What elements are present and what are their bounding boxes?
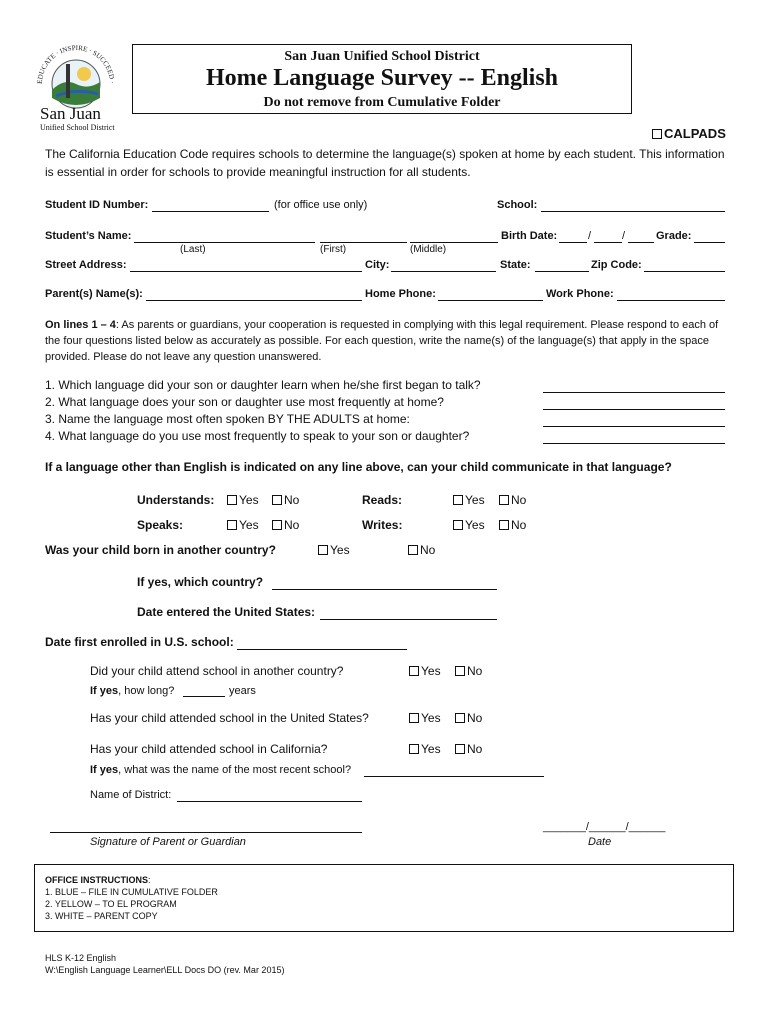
checkbox-icon[interactable] bbox=[272, 520, 282, 530]
recent-school-row: If yes, what was the name of the most recent school? bbox=[90, 764, 352, 776]
birth-year-field[interactable] bbox=[628, 242, 654, 243]
city-field[interactable] bbox=[391, 271, 496, 272]
checkbox-icon[interactable] bbox=[409, 713, 419, 723]
district-name-label: Name of District: bbox=[90, 789, 172, 801]
student-name-label: Student’s Name: bbox=[45, 230, 132, 242]
reads-no[interactable]: No bbox=[499, 493, 526, 507]
question-2: 2. What language does your son or daughter use most frequently at home? bbox=[45, 395, 444, 409]
attended-ca-yes[interactable]: Yes bbox=[409, 742, 441, 756]
birth-month-field[interactable] bbox=[559, 242, 587, 243]
years-label: years bbox=[229, 685, 256, 697]
understands-no[interactable]: No bbox=[272, 493, 299, 507]
district-name-field[interactable] bbox=[177, 801, 362, 802]
office-title: OFFICE INSTRUCTIONS: bbox=[45, 875, 151, 885]
work-phone-label: Work Phone: bbox=[546, 288, 614, 300]
state-label: State: bbox=[500, 259, 531, 271]
checkbox-icon[interactable] bbox=[453, 520, 463, 530]
office-instructions-box bbox=[34, 864, 734, 932]
date-entered-field[interactable] bbox=[320, 619, 497, 620]
checkbox-icon[interactable] bbox=[455, 713, 465, 723]
writes-yes[interactable]: Yes bbox=[453, 518, 485, 532]
instructions-text: On lines 1 – 4: As parents or guardians, your cooperation is requested in complying with this legal requirement. Please respond to each of the four questions listed below as accurately as possible. For each question, write the name(s) of the language(s) that apply in the space provided. Please do not leave any question unanswered. bbox=[45, 319, 719, 363]
checkbox-icon[interactable] bbox=[409, 744, 419, 754]
parents-field[interactable] bbox=[146, 300, 362, 301]
signature-field[interactable] bbox=[50, 832, 362, 833]
office-item-1: 1. BLUE – FILE IN CUMULATIVE FOLDER bbox=[45, 887, 218, 897]
logo-subname: Unified School District bbox=[40, 123, 115, 132]
footer-code: HLS K-12 English bbox=[45, 953, 117, 963]
reads-label: Reads: bbox=[362, 493, 403, 507]
checkbox-icon[interactable] bbox=[408, 545, 418, 555]
slash-1: / bbox=[588, 230, 592, 242]
page-title: Home Language Survey -- English bbox=[205, 65, 559, 91]
writes-label: Writes: bbox=[362, 518, 403, 532]
attended-ca-question: Has your child attended school in California? bbox=[90, 742, 328, 756]
checkbox-icon[interactable] bbox=[453, 495, 463, 505]
which-country-field[interactable] bbox=[272, 589, 497, 590]
checkbox-icon[interactable] bbox=[455, 744, 465, 754]
first-name-field[interactable] bbox=[320, 242, 407, 243]
office-item-2: 2. YELLOW – TO EL PROGRAM bbox=[45, 899, 177, 909]
last-caption: (Last) bbox=[180, 244, 206, 255]
folder-note: Do not remove from Cumulative Folder bbox=[263, 95, 501, 110]
middle-caption: (Middle) bbox=[410, 244, 447, 255]
speaks-yes[interactable]: Yes bbox=[227, 518, 259, 532]
attend-other-no[interactable]: No bbox=[455, 664, 482, 678]
calpads-checkbox[interactable]: CALPADS bbox=[652, 126, 726, 141]
attended-us-yes[interactable]: Yes bbox=[409, 711, 441, 725]
attend-other-question: Did your child attend school in another country? bbox=[90, 664, 344, 678]
checkbox-icon[interactable] bbox=[227, 520, 237, 530]
middle-name-field[interactable] bbox=[410, 242, 498, 243]
checkbox-icon[interactable] bbox=[499, 495, 509, 505]
parents-label: Parent(s) Name(s): bbox=[45, 288, 143, 300]
which-country-label: If yes, which country? bbox=[137, 575, 264, 589]
zip-label: Zip Code: bbox=[591, 259, 642, 271]
state-field[interactable] bbox=[535, 271, 589, 272]
date-entered-label: Date entered the United States: bbox=[137, 605, 316, 619]
question-1: 1. Which language did your son or daughter learn when he/she first began to talk? bbox=[45, 378, 481, 392]
office-item-3: 3. WHITE – PARENT COPY bbox=[45, 911, 158, 921]
zip-field[interactable] bbox=[644, 271, 725, 272]
city-label: City: bbox=[365, 259, 390, 271]
intro-text: The California Education Code requires schools to determine the language(s) spoken at home by each student. This information is essential in order for schools to provide meaningful instruction for all students. bbox=[45, 147, 725, 179]
student-id-label: Student ID Number: bbox=[45, 199, 149, 211]
district-name: San Juan Unified School District bbox=[284, 49, 480, 64]
birth-date-label: Birth Date: bbox=[501, 230, 558, 242]
first-caption: (First) bbox=[320, 244, 347, 255]
date-field[interactable]: _______/______/______ bbox=[543, 821, 666, 833]
how-long-field[interactable] bbox=[183, 696, 225, 697]
home-phone-field[interactable] bbox=[438, 300, 543, 301]
office-use-note: (for office use only) bbox=[274, 199, 368, 211]
svg-text:EDUCATE · INSPIRE · SUCCEED ·: EDUCATE · INSPIRE · SUCCEED · bbox=[35, 43, 117, 85]
school-field[interactable] bbox=[541, 211, 725, 212]
street-label: Street Address: bbox=[45, 259, 127, 271]
recent-school-field[interactable] bbox=[364, 776, 544, 777]
birth-day-field[interactable] bbox=[594, 242, 622, 243]
answer-1-field[interactable] bbox=[543, 392, 725, 393]
answer-3-field[interactable] bbox=[543, 426, 725, 427]
date-label: Date bbox=[588, 836, 612, 848]
checkbox-icon[interactable] bbox=[409, 666, 419, 676]
checkbox-icon[interactable] bbox=[652, 129, 662, 139]
header-box bbox=[132, 44, 632, 114]
question-3: 3. Name the language most often spoken BY THE ADULTS at home: bbox=[45, 412, 410, 426]
answer-4-field[interactable] bbox=[543, 443, 725, 444]
attended-ca-no[interactable]: No bbox=[455, 742, 482, 756]
school-label: School: bbox=[497, 199, 538, 211]
checkbox-icon[interactable] bbox=[499, 520, 509, 530]
home-phone-label: Home Phone: bbox=[365, 288, 436, 300]
last-name-field[interactable] bbox=[134, 242, 315, 243]
how-long-row: If yes, how long? bbox=[90, 685, 175, 697]
footer-path: W:\English Language Learner\ELL Docs DO (rev. Mar 2015) bbox=[45, 965, 285, 975]
understands-label: Understands: bbox=[137, 493, 215, 507]
date-enrolled-field[interactable] bbox=[237, 649, 407, 650]
writes-no[interactable]: No bbox=[499, 518, 526, 532]
grade-label: Grade: bbox=[656, 230, 692, 242]
attended-us-no[interactable]: No bbox=[455, 711, 482, 725]
checkbox-icon[interactable] bbox=[227, 495, 237, 505]
work-phone-field[interactable] bbox=[617, 300, 725, 301]
logo-name: San Juan bbox=[40, 104, 101, 123]
born-no[interactable]: No bbox=[408, 543, 435, 557]
checkbox-icon[interactable] bbox=[318, 545, 328, 555]
slash-2: / bbox=[622, 230, 626, 242]
other-language-question: If a language other than English is indicated on any line above, can your child communicate in that language? bbox=[45, 460, 672, 474]
question-4: 4. What language do you use most frequently to speak to your son or daughter? bbox=[45, 429, 470, 443]
reads-yes[interactable]: Yes bbox=[453, 493, 485, 507]
answer-2-field[interactable] bbox=[543, 409, 725, 410]
speaks-label: Speaks: bbox=[137, 518, 184, 532]
understands-yes[interactable]: Yes bbox=[227, 493, 259, 507]
attended-us-question: Has your child attended school in the United States? bbox=[90, 711, 369, 725]
born-yes[interactable]: Yes bbox=[318, 543, 350, 557]
date-enrolled-label: Date first enrolled in U.S. school: bbox=[45, 635, 234, 649]
grade-field[interactable] bbox=[694, 242, 725, 243]
street-field[interactable] bbox=[130, 271, 362, 272]
born-question: Was your child born in another country? bbox=[45, 543, 276, 557]
student-id-field[interactable] bbox=[152, 211, 269, 212]
checkbox-icon[interactable] bbox=[272, 495, 282, 505]
attend-other-yes[interactable]: Yes bbox=[409, 664, 441, 678]
speaks-no[interactable]: No bbox=[272, 518, 299, 532]
signature-label: Signature of Parent or Guardian bbox=[90, 836, 246, 848]
checkbox-icon[interactable] bbox=[455, 666, 465, 676]
